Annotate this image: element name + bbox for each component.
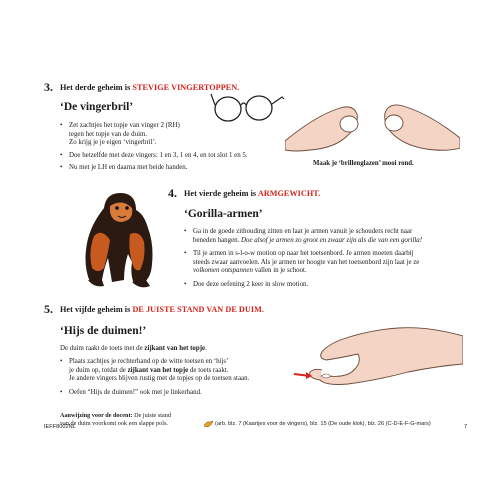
writing-hand-icon [203, 420, 214, 428]
page-number: 7 [464, 424, 468, 430]
section-4-bullet-2: • Til je armen in s-l-o-w motion op naar het toetsenbord. Je armen moeten daarbij steeds zwaar aanvoelen. Als je armen ter hoogte van het toetsenbord zijn laat je ze volkomen ontspannen vallen in je schoot. [184, 250, 474, 276]
section-5-bullet-2: • Oefen “Hijs de duimen!” ook met je linkerhand. [60, 389, 320, 398]
section-3-subtitle: ‘De vingerbril’ [60, 101, 134, 113]
section-4-body [184, 228, 474, 290]
section-5-bullet-1: • Plaats zachtjes je rechterhand op de witte toetsen en ‘hijs’ je duim op, totdat de zijkant van het topje de toets raakt. Je andere vingers blijven rustig met de topjes op de toetsen staan. [60, 358, 320, 384]
section-3-highlight: STEVIGE VINGERTOPPEN. [132, 83, 240, 92]
section-3-number: 3. [44, 80, 53, 94]
thumb-hand-image [288, 318, 463, 388]
section-4-lead: Het vierde geheim is [184, 189, 258, 198]
section-4-bullet-3: • Doe deze oefening 2 keer in slow motion. [184, 281, 474, 290]
section-3-lead: Het derde geheim is [60, 83, 133, 92]
glasses-caption: Maak je ‘brillenglazen’ mooi rond. [313, 160, 414, 167]
section-4-number: 4. [168, 186, 177, 200]
section-3-bullet-1: • Zet zachtjes het topje van vinger 2 (RH) tegen het topje van de duim. Zo krijg je je eigen ‘vingerbril’. [60, 122, 280, 148]
glasses-icon [210, 88, 285, 126]
section-4-heading [184, 189, 320, 198]
teacher-note: Aanwijzing voor de docent: De juiste stand van de duim voorkomt ook een slappe pols. [60, 412, 171, 427]
section-4-highlight: ARMGEWICHT. [257, 189, 321, 198]
section-5-highlight: DE JUISTE STAND VAN DE DUIM. [132, 305, 264, 314]
section-4-bullet-1: • Ga in de goede zithouding zitten en laat je armen vanuit je schouders recht naar beneden hangen. Doe alsof je armen zo groot en zwaar zijn als die van een gorilla! [184, 228, 474, 245]
section-3-body [60, 122, 280, 173]
section-5-heading [60, 305, 264, 314]
gorilla-image [74, 188, 164, 292]
section-3-bullet-2: • Doe hetzelfde met deze vingers: 1 en 3, 1 en 4, en tot slot 1 en 5. [60, 152, 280, 161]
section-5-subtitle: ‘Hijs de duimen!’ [60, 325, 147, 337]
finger-glasses-hands-image [285, 96, 460, 156]
section-5-body [60, 358, 320, 397]
section-5-intro: De duim raakt de toets met de zijkant van het topje. [60, 345, 207, 352]
footer-code: IEFF8002NL [44, 424, 76, 430]
section-3-bullet-3: • Nu met je LH en daarna met beide handen. [60, 164, 280, 173]
section-5-lead: Het vijfde geheim is [60, 305, 133, 314]
section-5-number: 5. [44, 302, 53, 316]
footer-reference: (arb. blz. 7 (Kaartjes voor de vingers), blz. 15 (De oude klok), blz. 26 (C-D-E-F-G-mars) [203, 420, 448, 428]
section-4-subtitle: ‘Gorilla-armen’ [184, 208, 263, 220]
